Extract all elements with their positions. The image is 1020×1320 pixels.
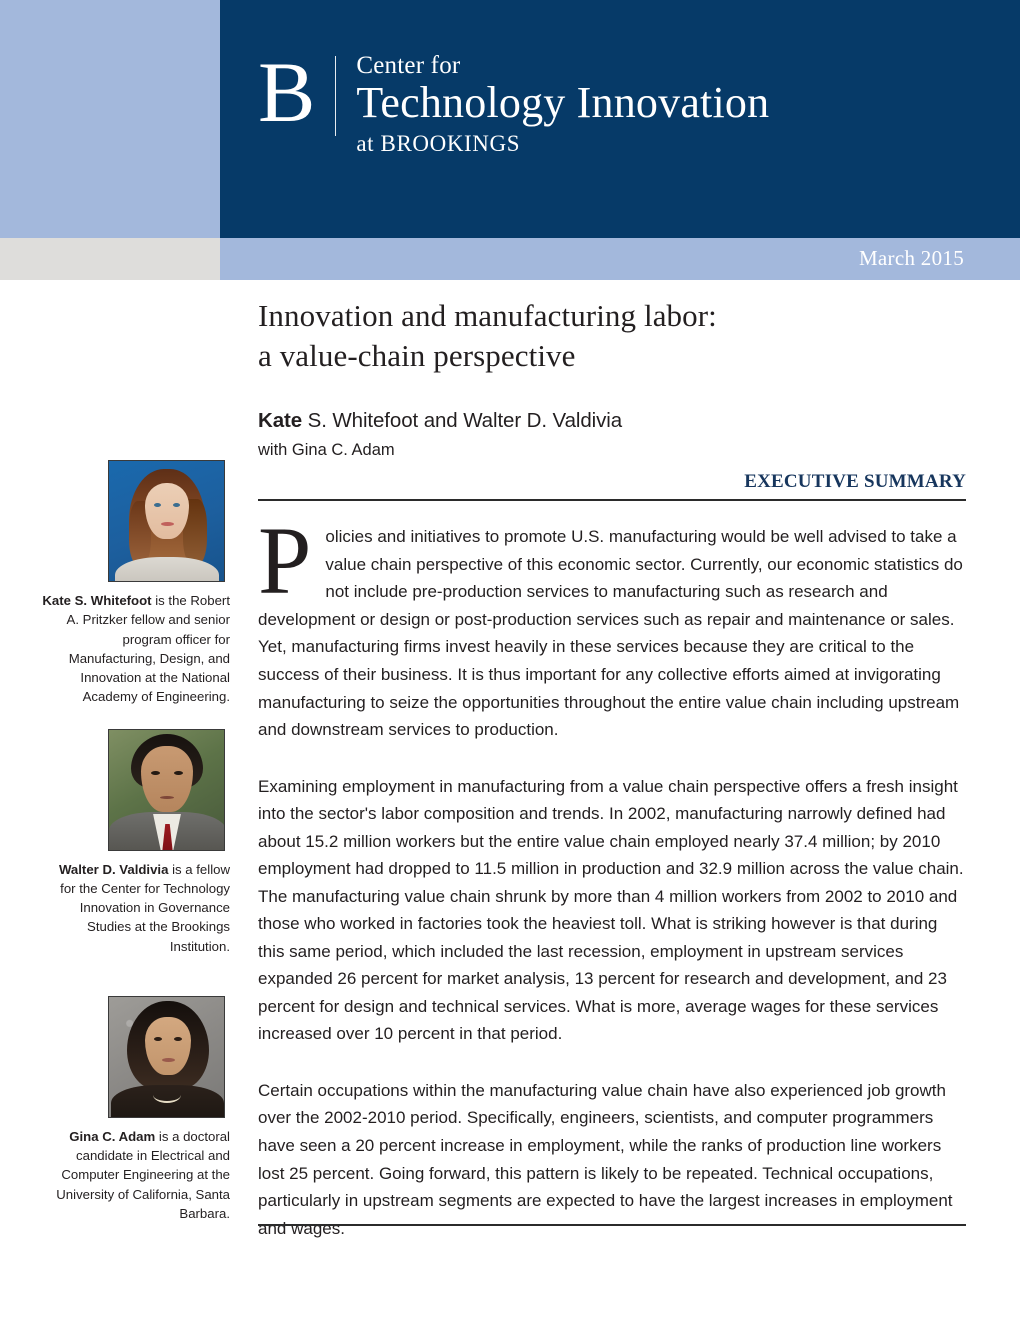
executive-summary-label: EXECUTIVE SUMMARY xyxy=(744,471,966,493)
logo-text xyxy=(356,50,769,157)
drop-cap: P xyxy=(258,507,312,615)
author-bio-caption-2 xyxy=(40,860,230,956)
author-bio-caption-1 xyxy=(40,591,230,707)
brookings-logo xyxy=(258,44,770,157)
kate-whitefoot-photo xyxy=(108,460,225,582)
author-bio-1 xyxy=(40,460,230,707)
logo-technology-innovation: Technology Innovation xyxy=(356,77,770,127)
title-line-2: a value-chain perspective xyxy=(258,337,576,373)
logo-divider xyxy=(335,56,336,136)
walter-valdivia-photo xyxy=(108,729,225,851)
section-divider-top xyxy=(258,499,966,501)
byline-contributor: with Gina C. Adam xyxy=(258,441,395,460)
masthead-left-band xyxy=(0,0,220,238)
author-bio-3 xyxy=(40,996,230,1223)
author-bio-2 xyxy=(40,729,230,956)
article-content xyxy=(258,296,966,1242)
author-bio-caption-3 xyxy=(40,1127,230,1223)
byline-rest: S. Whitefoot and Walter D. Valdivia xyxy=(302,409,623,433)
date-bar xyxy=(0,238,1020,280)
section-label-row xyxy=(258,471,966,493)
section-divider-bottom xyxy=(258,1224,966,1226)
author-name-2: Walter D. Valdivia xyxy=(58,861,169,877)
title-line-1: Innovation and manufacturing labor: xyxy=(258,298,717,333)
publication-date: March 2015 xyxy=(858,246,964,270)
paragraph-1-text: olicies and initiatives to promote U.S. manufacturing would be well advised to take a value chain perspective of this economic sector. Currently, our economic statistics do not include pre-production services to manufacturing such as research and development or design or post-production services such as repair and maintenance or sales. Yet, manufacturing firms invest heavily in these services because they are critical to the success of their business. It is thus important for any collective efforts aimed at invigorating manufacturing to seize the opportunities throughout the entire value chain including upstream and downstream services to production. xyxy=(258,527,963,740)
author-description-1: is the Robert A. Pritzker fellow and senior program officer for Manufacturing, Design, and Innovation at the National Academy of Engineering. xyxy=(66,593,230,705)
logo-center-for: Center for xyxy=(356,52,461,79)
page-title xyxy=(258,296,966,375)
logo-letter-b: B xyxy=(258,44,316,140)
author-sidebar xyxy=(40,460,230,1223)
author-name-3: Gina C. Adam xyxy=(69,1128,156,1144)
byline xyxy=(258,409,966,460)
byline-lead-name: Kate xyxy=(258,409,303,433)
date-bar-left-block xyxy=(0,238,220,280)
logo-at-brookings: at BROOKINGS xyxy=(356,130,521,156)
author-name-1: Kate S. Whitefoot xyxy=(42,593,152,608)
paragraph-1 xyxy=(258,507,966,743)
gina-adam-photo xyxy=(108,996,225,1118)
masthead xyxy=(0,0,1020,238)
author-description-2: is a fellow for the Center for Technology Innovation in Governance Studies at the Brookings Institution. xyxy=(60,861,230,954)
byline-authors xyxy=(258,409,966,433)
author-description-3: is a doctoral candidate in Electrical and Computer Engineering at the University of California, Santa Barbara. xyxy=(56,1128,230,1221)
paragraph-3: Certain occupations within the manufacturing value chain have also experienced job growth over the 2002-2010 period. Specifically, engineers, scientists, and computer programmers have seen a 20 percent increase in employment, while the ranks of production line workers lost 25 percent. Going forward, this pattern is likely to be repeated. Technical occupations, particularly in upstream segments are expected to have the largest increases in employment and wages. xyxy=(258,1080,953,1238)
paragraph-2: Examining employment in manufacturing from a value chain perspective offers a fresh insight into the sector's labor composition and trends. In 2002, manufacturing narrowly defined had about 15.2 million workers but the entire value chain employed nearly 37.4 million; by 2010 employment had dropped to 11.5 million in production and 32.9 million across the value chain. The manufacturing value chain shrunk by more than 4 million workers from 2002 to 2010 and those who worked in factories took the heaviest toll. What is striking however is that during this same period, which included the last recession, employment in upstream services expanded 26 percent for market analysis, 13 percent for research and development, and 23 percent for design and technical services. What is more, average wages for these services increased over 10 percent in that period. xyxy=(258,776,964,1044)
